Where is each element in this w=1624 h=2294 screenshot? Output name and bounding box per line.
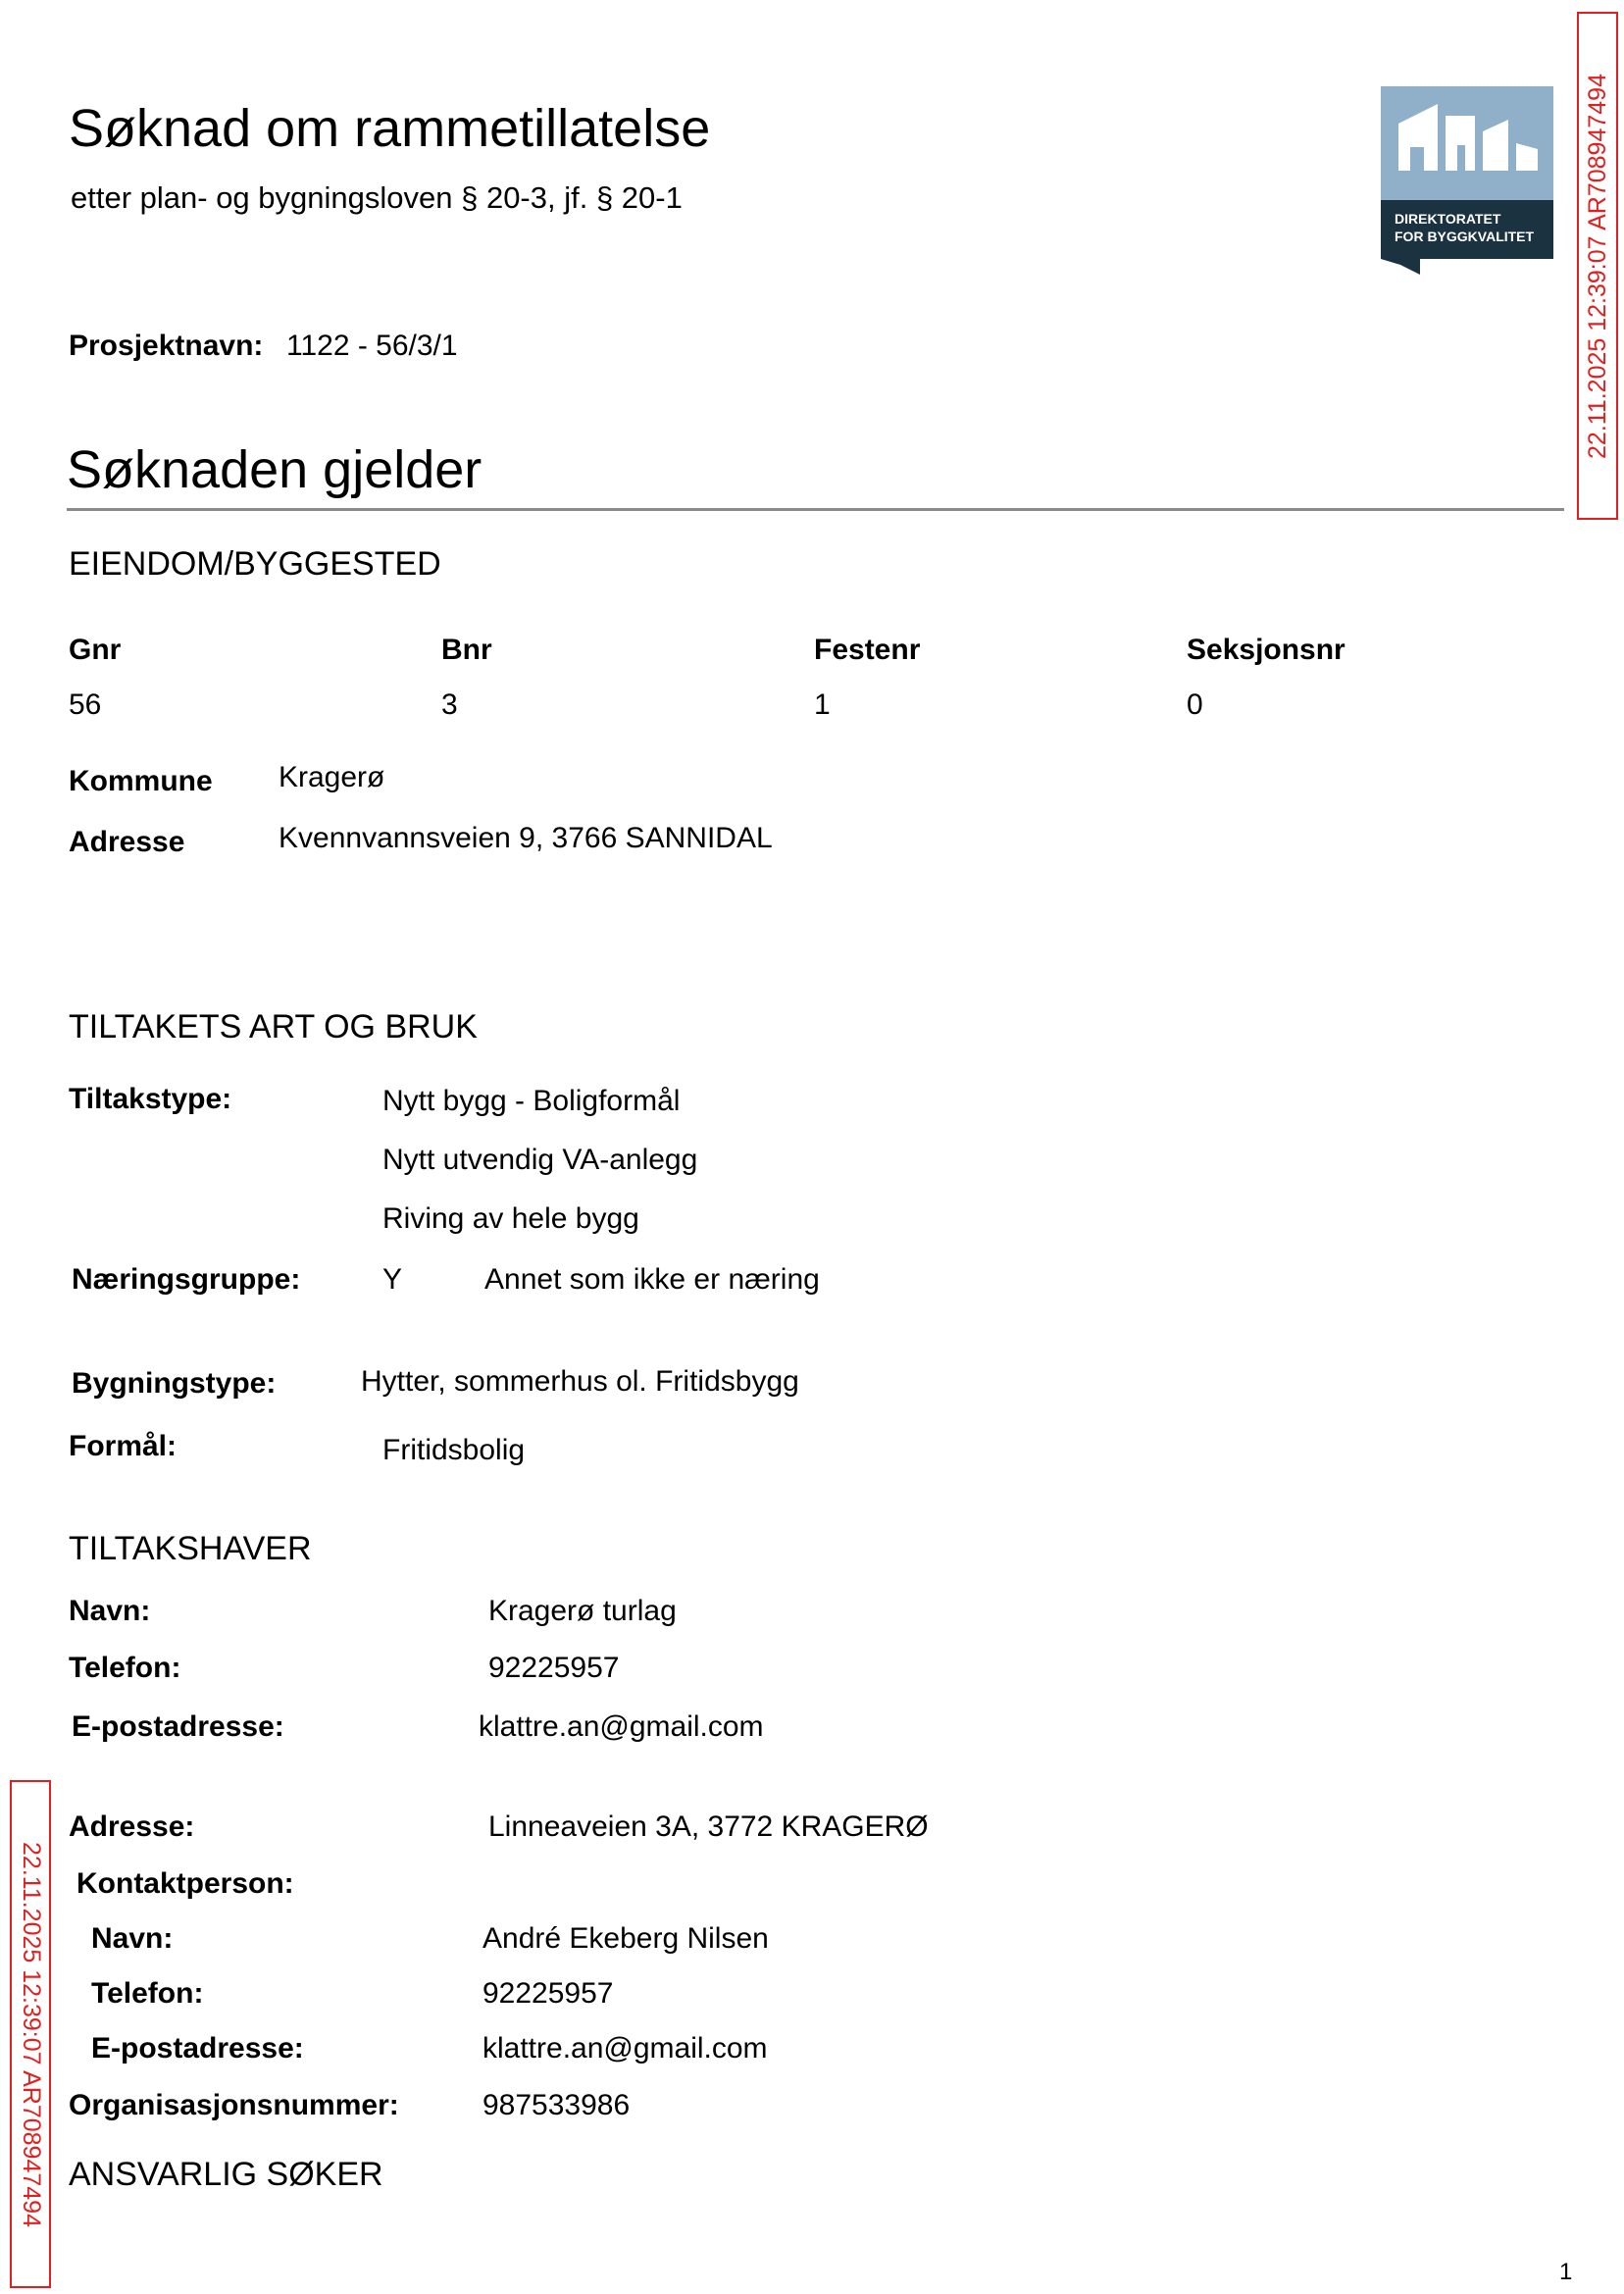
kommune-label: Kommune [69,765,213,797]
formaal-label: Formål: [69,1430,178,1462]
eiendom-heading: EIENDOM/BYGGESTED [69,545,441,583]
document-subtitle: etter plan- og bygningsloven § 20-3, jf. § 20-1 [71,180,683,215]
document-title: Søknad om rammetillatelse [69,99,711,158]
tiltakshaver-adresse-value: Linneaveien 3A, 3772 KRAGERØ [488,1810,929,1843]
epost-value: klattre.an@gmail.com [479,1710,764,1743]
kontaktperson-epost-label: E-postadresse: [91,2032,304,2065]
tiltakshaver-heading: TILTAKSHAVER [69,1530,312,1567]
epost-label: E-postadresse: [72,1710,284,1743]
kontaktperson-telefon-label: Telefon: [91,1977,204,2010]
seksjonsnr-value: 0 [1187,688,1203,721]
organisasjonsnummer-value: 987533986 [482,2089,631,2121]
date-stamp-top [1577,12,1618,520]
bnr-label: Bnr [441,634,492,666]
festenr-label: Festenr [814,634,921,666]
adresse-value: Kvennvannsveien 9, 3766 SANNIDAL [279,822,773,854]
naeringsgruppe-value: Annet som ikke er næring [484,1263,820,1296]
tiltakshaver-adresse-label: Adresse: [69,1810,195,1843]
tiltakstype-item: Nytt utvendig VA-anlegg [382,1144,698,1176]
page-number: 1 [1559,2259,1573,2285]
project-name-label: Prosjektnavn: [69,330,264,362]
formaal-value: Fritidsbolig [382,1434,526,1466]
kontaktperson-telefon-value: 92225957 [482,1977,614,2010]
section-divider [67,508,1564,511]
naeringsgruppe-code: Y [382,1263,403,1296]
kontaktperson-epost-value: klattre.an@gmail.com [482,2032,768,2065]
tiltak-heading: TILTAKETS ART OG BRUK [69,1008,478,1045]
gnr-label: Gnr [69,634,122,666]
date-stamp-text: 22.11.2025 12:39:07 AR708947494 [1583,73,1611,459]
date-stamp-text: 22.11.2025 12:39:07 AR708947494 [17,1841,45,2227]
logo-text-line2: FOR BYGGKVALITET [1395,229,1535,244]
date-stamp-left [10,1780,51,2288]
telefon-label: Telefon: [69,1652,181,1684]
section-title: Søknaden gjelder [67,440,482,499]
organisasjonsnummer-label: Organisasjonsnummer: [69,2089,399,2121]
naeringsgruppe-label: Næringsgruppe: [72,1263,301,1296]
kontaktperson-navn-label: Navn: [91,1922,174,1955]
logo-text-line1: DIREKTORATET [1395,211,1501,227]
navn-value: Kragerø turlag [488,1595,677,1627]
tiltakstype-item: Riving av hele bygg [382,1202,639,1235]
bygningstype-value: Hytter, sommerhus ol. Fritidsbygg [361,1365,799,1398]
project-name-value: 1122 - 56/3/1 [286,330,458,362]
navn-label: Navn: [69,1595,151,1627]
seksjonsnr-label: Seksjonsnr [1187,634,1345,666]
ansvarlig-soker-heading: ANSVARLIG SØKER [69,2156,383,2193]
tiltakstype-label: Tiltakstype: [69,1083,232,1115]
kommune-value: Kragerø [279,761,385,793]
gnr-value: 56 [69,688,102,721]
bygningstype-label: Bygningstype: [72,1367,277,1400]
kontaktperson-label: Kontaktperson: [76,1867,294,1900]
bnr-value: 3 [441,688,458,721]
kontaktperson-navn-value: André Ekeberg Nilsen [482,1922,769,1955]
tiltakstype-item: Nytt bygg - Boligformål [382,1085,681,1117]
adresse-label: Adresse [69,826,185,858]
festenr-value: 1 [814,688,831,721]
telefon-value: 92225957 [488,1652,620,1684]
dibk-logo [1381,86,1553,275]
